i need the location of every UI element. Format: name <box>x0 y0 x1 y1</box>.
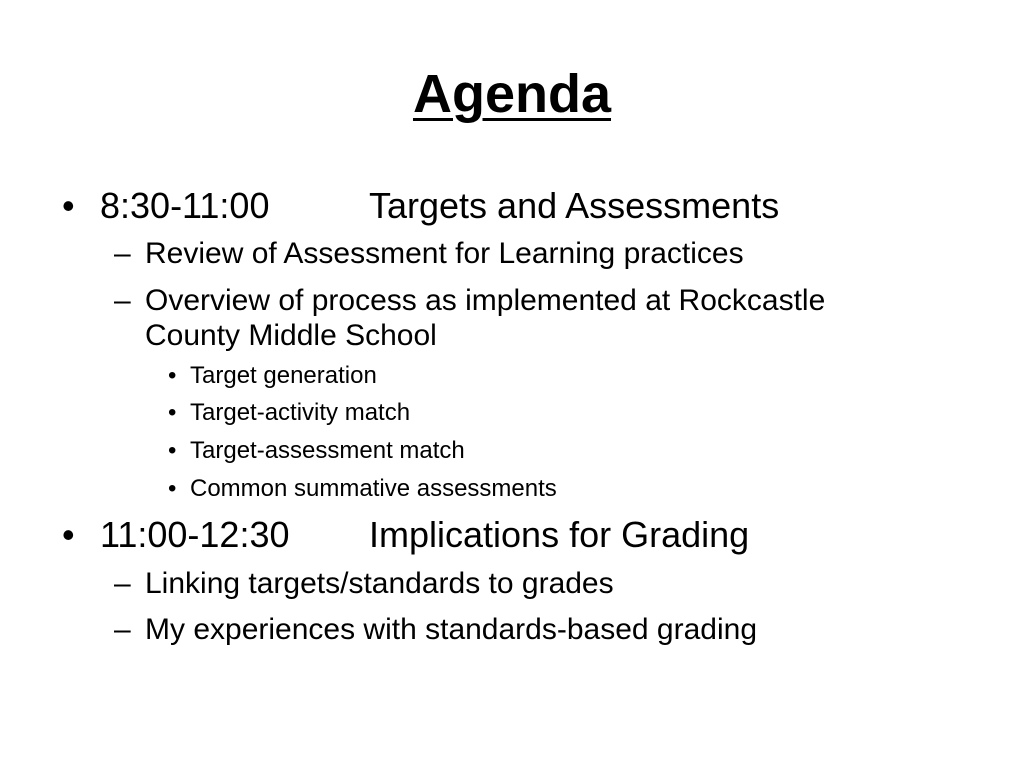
agenda-topic: Implications for Grading <box>369 514 750 555</box>
dash-marker: – <box>114 613 131 646</box>
bullet-marker: • <box>62 185 75 226</box>
slide-title-text: Agenda <box>412 64 612 124</box>
bullet-marker: • <box>62 514 75 555</box>
agenda-subitem-text: My experiences with standards-based grading <box>145 613 757 646</box>
bullet-marker: • <box>168 362 177 389</box>
dash-marker: – <box>114 284 131 317</box>
dash-marker: – <box>114 237 131 270</box>
agenda-time: 8:30-11:00 <box>100 185 270 226</box>
bullet-marker: • <box>168 437 177 464</box>
dash-marker: – <box>114 567 131 600</box>
slide-title <box>0 62 1024 126</box>
agenda-sub-subitem-text: Target-activity match <box>190 399 411 426</box>
agenda-subitem-text: Review of Assessment for Learning practices <box>145 237 744 270</box>
agenda-sub-subitem-text: Common summative assessments <box>190 475 557 502</box>
agenda-subitem-text-line-2: County Middle School <box>145 319 437 352</box>
agenda-sub-subitem-text: Target generation <box>190 362 377 389</box>
agenda-subitem-text-line-1: Overview of process as implemented at Rockcastle <box>145 284 826 317</box>
bullet-marker: • <box>168 475 177 502</box>
agenda-subitem-text: Linking targets/standards to grades <box>145 567 614 600</box>
agenda-sub-subitem-text: Target-assessment match <box>190 437 465 464</box>
agenda-topic: Targets and Assessments <box>369 185 780 226</box>
bullet-marker: • <box>168 399 177 426</box>
agenda-time: 11:00-12:30 <box>100 514 290 555</box>
